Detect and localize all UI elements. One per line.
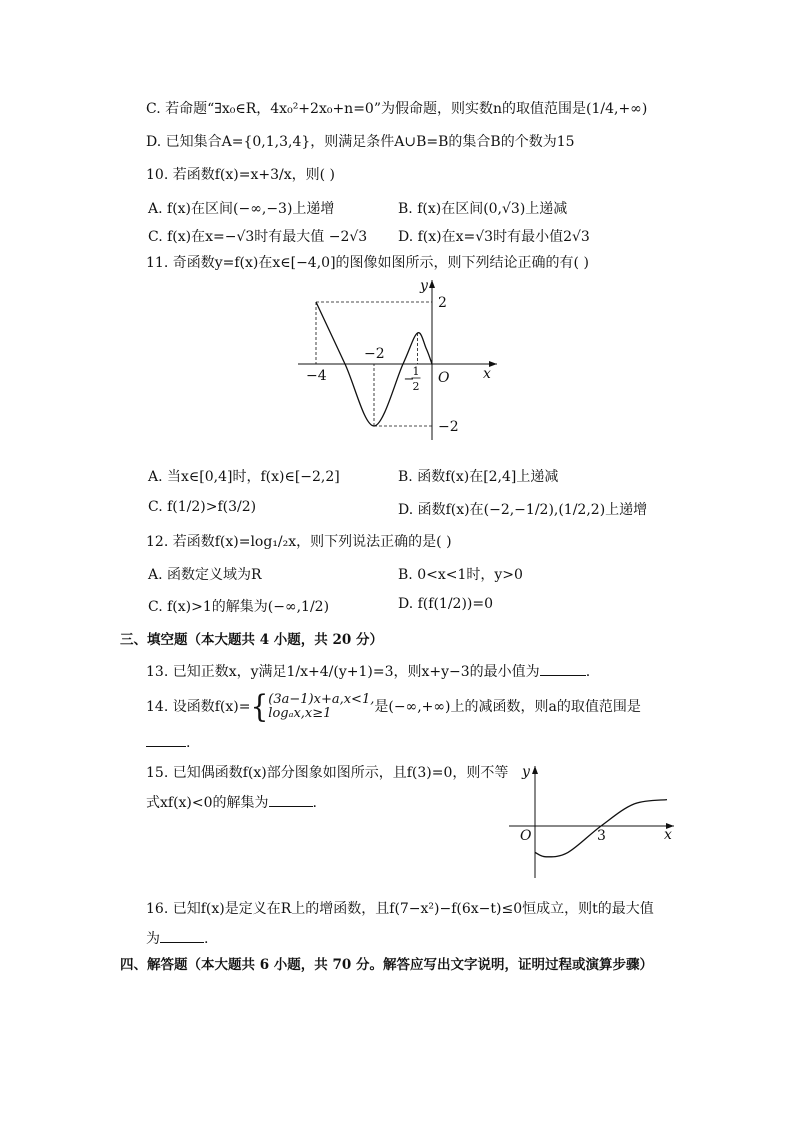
q12-option-d: D. f(f(1/2))=0 — [398, 596, 494, 612]
q15-stem-line2: 式xf(x)<0的解集为 . — [146, 792, 317, 812]
q10-option-b: B. f(x)在区间(0,√3)上递减 — [398, 201, 568, 217]
q10-option-c: C. f(x)在x=−√3时有最大值 −2√3 — [148, 229, 368, 245]
q14-answer-line: . — [146, 732, 190, 752]
tick-label-x-num: 1 — [412, 365, 420, 378]
even-function-graph — [505, 760, 680, 880]
q11-option-c: C. f(1/2)>f(3/2) — [148, 499, 257, 515]
q12-option-b: B. 0<x<1时，y>0 — [398, 567, 523, 583]
tick-label-x-den: 2 — [412, 380, 420, 393]
odd-function-graph — [290, 274, 505, 444]
q15-stem-line1: 15. 已知偶函数f(x)部分图象如图所示，且f(3)=0，则不等 — [146, 765, 509, 781]
q10-stem: 10. 若函数f(x)=x+3/x，则( ) — [146, 167, 335, 183]
x-axis-label: x — [483, 366, 491, 382]
origin-label: O — [438, 370, 450, 386]
q13-stem: 13. 已知正数x，y满足1/x+4/(y+1)=3，则x+y−3的最小值为 . — [146, 661, 590, 681]
q11-option-b: B. 函数f(x)在[2,4]上递减 — [398, 469, 559, 485]
tick-label-y: 2 — [438, 295, 447, 311]
q16-stem-line2: 为 . — [146, 928, 208, 948]
tick-label-x: 3 — [597, 828, 606, 844]
y-axis-label: y — [522, 764, 530, 780]
x-axis-label: x — [664, 827, 672, 843]
q11-stem: 11. 奇函数y=f(x)在x∈[−4,0]的图像如图所示，则下列结论正确的有( ) — [146, 255, 589, 271]
q10-option-d: D. f(x)在x=√3时有最小值2√3 — [398, 229, 590, 245]
y-axis-arrow — [429, 280, 435, 288]
q13-answer-blank[interactable] — [540, 661, 586, 676]
q12-stem: 12. 若函数f(x)=log₁/₂x，则下列说法正确的是( ) — [146, 534, 452, 550]
section-4-heading: 四、解答题（本大题共 6 小题，共 70 分。解答应写出文字说明，证明过程或演算步骤） — [120, 957, 653, 973]
origin-label: O — [520, 828, 532, 844]
y-axis-arrow — [532, 766, 538, 774]
tick-label-x: −2 — [364, 346, 385, 362]
section-3-heading: 三、填空题（本大题共 4 小题，共 20 分） — [120, 632, 383, 648]
tick-label-x: − — [403, 372, 415, 387]
q10-option-a: A. f(x)在区间(−∞,−3)上递增 — [148, 201, 335, 217]
q15-answer-blank[interactable] — [269, 792, 313, 807]
q14-stem: 14. 设函数f(x)={ (3a−1)x+a,x<1, logₐx,x≥1 是(−∞,+∞)上的减函数，则a的取值范围是 — [146, 688, 641, 725]
q12-option-a: A. 函数定义域为R — [148, 567, 262, 583]
tick-label-x: −4 — [306, 368, 327, 384]
q16-stem-line1: 16. 已知f(x)是定义在R上的增函数，且f(7−x²)−f(6x−t)≤0恒成立，则t的最大值 — [146, 901, 654, 917]
q14-answer-blank[interactable] — [146, 732, 186, 747]
tick-label-y: −2 — [438, 419, 459, 435]
q11-option-a: A. 当x∈[0,4]时，f(x)∈[−2,2] — [148, 469, 340, 485]
y-axis-label: y — [420, 278, 428, 294]
q11-option-d: D. 函数f(x)在(−2,−1/2),(1/2,2)上递增 — [398, 502, 648, 518]
q16-answer-blank[interactable] — [160, 928, 204, 943]
q9-option-d: D. 已知集合A={0,1,3,4}，则满足条件A∪B=B的集合B的个数为15 — [146, 134, 575, 150]
q12-option-c: C. f(x)>1的解集为(−∞,1/2) — [148, 599, 330, 615]
q9-option-c: C. 若命题“∃x₀∈R，4x₀²+2x₀+n=0”为假命题，则实数n的取值范围是(1/4,+∞) — [146, 101, 648, 117]
